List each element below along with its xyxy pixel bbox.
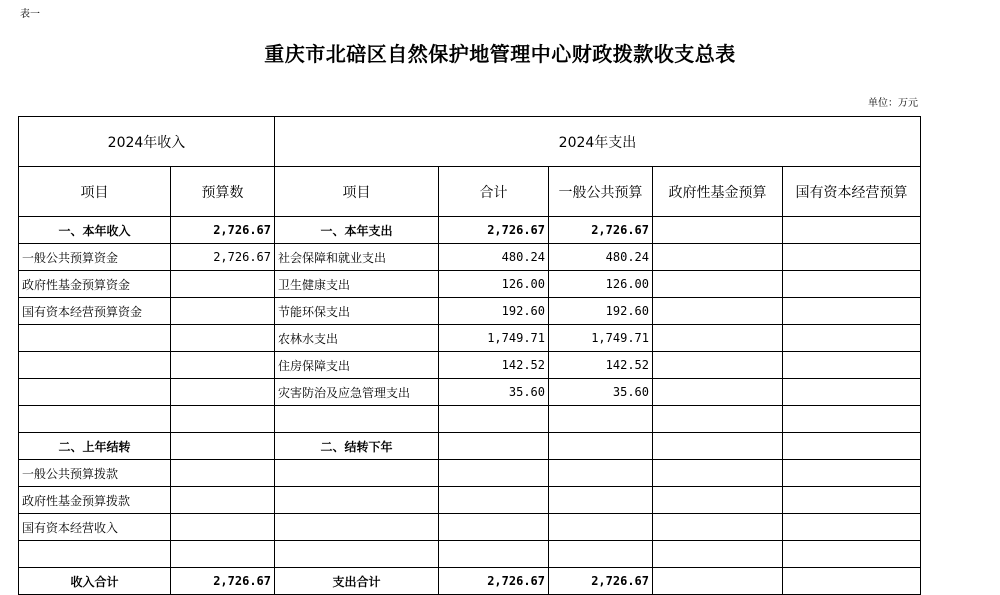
income-value	[171, 487, 275, 514]
gov-fund-value	[653, 352, 783, 379]
gov-fund-value	[653, 514, 783, 541]
total-header: 合计	[439, 167, 549, 217]
table-row	[19, 460, 921, 487]
expense-item	[275, 541, 439, 568]
total-value	[439, 433, 549, 460]
state-capital-value	[783, 217, 921, 244]
table-row	[19, 433, 921, 460]
expense-item: 一、本年支出	[275, 217, 439, 244]
income-value: 2,726.67	[171, 217, 275, 244]
total-value: 1,749.71	[439, 325, 549, 352]
expense-item: 卫生健康支出	[275, 271, 439, 298]
expense-item: 社会保障和就业支出	[275, 244, 439, 271]
general-value: 1,749.71	[549, 325, 653, 352]
total-value: 35.60	[439, 379, 549, 406]
expense-item: 支出合计	[275, 568, 439, 595]
total-value: 142.52	[439, 352, 549, 379]
table-row	[19, 352, 921, 379]
income-item: 国有资本经营预算资金	[19, 298, 171, 325]
total-value: 2,726.67	[439, 568, 549, 595]
table-row	[19, 514, 921, 541]
gov-fund-value	[653, 271, 783, 298]
gov-fund-header: 政府性基金预算	[653, 167, 783, 217]
table-row	[19, 541, 921, 568]
gov-fund-value	[653, 487, 783, 514]
expense-item	[275, 406, 439, 433]
table-row	[19, 244, 921, 271]
income-item: 二、上年结转	[19, 433, 171, 460]
gov-fund-value	[653, 568, 783, 595]
income-item: 一般公共预算拨款	[19, 460, 171, 487]
general-value	[549, 460, 653, 487]
general-value: 126.00	[549, 271, 653, 298]
general-value: 142.52	[549, 352, 653, 379]
income-value	[171, 433, 275, 460]
income-item-header: 项目	[19, 167, 171, 217]
gov-fund-value	[653, 406, 783, 433]
income-value	[171, 352, 275, 379]
income-item	[19, 541, 171, 568]
expense-item: 灾害防治及应急管理支出	[275, 379, 439, 406]
income-item: 政府性基金预算拨款	[19, 487, 171, 514]
expense-item: 住房保障支出	[275, 352, 439, 379]
table-row	[19, 487, 921, 514]
gov-fund-value	[653, 460, 783, 487]
state-capital-value	[783, 433, 921, 460]
income-budget-header: 预算数	[171, 167, 275, 217]
expense-item: 节能环保支出	[275, 298, 439, 325]
table-row	[19, 406, 921, 433]
expense-item	[275, 487, 439, 514]
general-value: 2,726.67	[549, 568, 653, 595]
general-value	[549, 541, 653, 568]
gov-fund-value	[653, 379, 783, 406]
state-capital-value	[783, 487, 921, 514]
general-budget-header: 一般公共预算	[549, 167, 653, 217]
income-value: 2,726.67	[171, 568, 275, 595]
income-item: 国有资本经营收入	[19, 514, 171, 541]
income-item: 一、本年收入	[19, 217, 171, 244]
table-row	[19, 379, 921, 406]
unit-label: 单位：万元	[868, 98, 918, 109]
general-value: 192.60	[549, 298, 653, 325]
state-capital-value	[783, 379, 921, 406]
income-value: 2,726.67	[171, 244, 275, 271]
state-capital-value	[783, 298, 921, 325]
gov-fund-value	[653, 244, 783, 271]
state-capital-value	[783, 568, 921, 595]
income-value	[171, 460, 275, 487]
general-value: 2,726.67	[549, 217, 653, 244]
income-value	[171, 406, 275, 433]
budget-summary-table	[18, 116, 921, 595]
expense-item	[275, 460, 439, 487]
total-value: 192.60	[439, 298, 549, 325]
gov-fund-value	[653, 217, 783, 244]
expense-group-header: 2024年支出	[275, 117, 921, 167]
general-value	[549, 406, 653, 433]
general-value: 480.24	[549, 244, 653, 271]
state-capital-value	[783, 460, 921, 487]
gov-fund-value	[653, 298, 783, 325]
table-row	[19, 271, 921, 298]
income-value	[171, 541, 275, 568]
expense-item: 农林水支出	[275, 325, 439, 352]
income-item: 一般公共预算资金	[19, 244, 171, 271]
income-item	[19, 379, 171, 406]
total-value	[439, 514, 549, 541]
state-capital-value	[783, 352, 921, 379]
header-row-1	[19, 117, 921, 167]
income-item: 收入合计	[19, 568, 171, 595]
state-capital-value	[783, 541, 921, 568]
state-capital-value	[783, 514, 921, 541]
state-capital-value	[783, 271, 921, 298]
expense-item: 二、结转下年	[275, 433, 439, 460]
income-value	[171, 514, 275, 541]
general-value	[549, 514, 653, 541]
gov-fund-value	[653, 325, 783, 352]
income-group-header: 2024年收入	[19, 117, 275, 167]
table-row	[19, 298, 921, 325]
table-number: 表一	[20, 9, 40, 20]
total-value	[439, 406, 549, 433]
income-value	[171, 271, 275, 298]
state-capital-value	[783, 244, 921, 271]
income-item	[19, 325, 171, 352]
general-value: 35.60	[549, 379, 653, 406]
header-row-2	[19, 167, 921, 217]
state-capital-value	[783, 325, 921, 352]
income-item	[19, 352, 171, 379]
total-value	[439, 487, 549, 514]
table-row	[19, 325, 921, 352]
expense-item-header: 项目	[275, 167, 439, 217]
table-row	[19, 217, 921, 244]
income-item: 政府性基金预算资金	[19, 271, 171, 298]
total-value	[439, 460, 549, 487]
gov-fund-value	[653, 433, 783, 460]
total-value	[439, 541, 549, 568]
total-value: 2,726.67	[439, 217, 549, 244]
gov-fund-value	[653, 541, 783, 568]
state-capital-value	[783, 406, 921, 433]
income-value	[171, 379, 275, 406]
income-value	[171, 298, 275, 325]
income-value	[171, 325, 275, 352]
general-value	[549, 487, 653, 514]
total-value: 126.00	[439, 271, 549, 298]
state-capital-header: 国有资本经营预算	[783, 167, 921, 217]
general-value	[549, 433, 653, 460]
document-title: 重庆市北碚区自然保护地管理中心财政拨款收支总表	[264, 42, 736, 66]
table-row	[19, 568, 921, 595]
expense-item	[275, 514, 439, 541]
income-item	[19, 406, 171, 433]
total-value: 480.24	[439, 244, 549, 271]
